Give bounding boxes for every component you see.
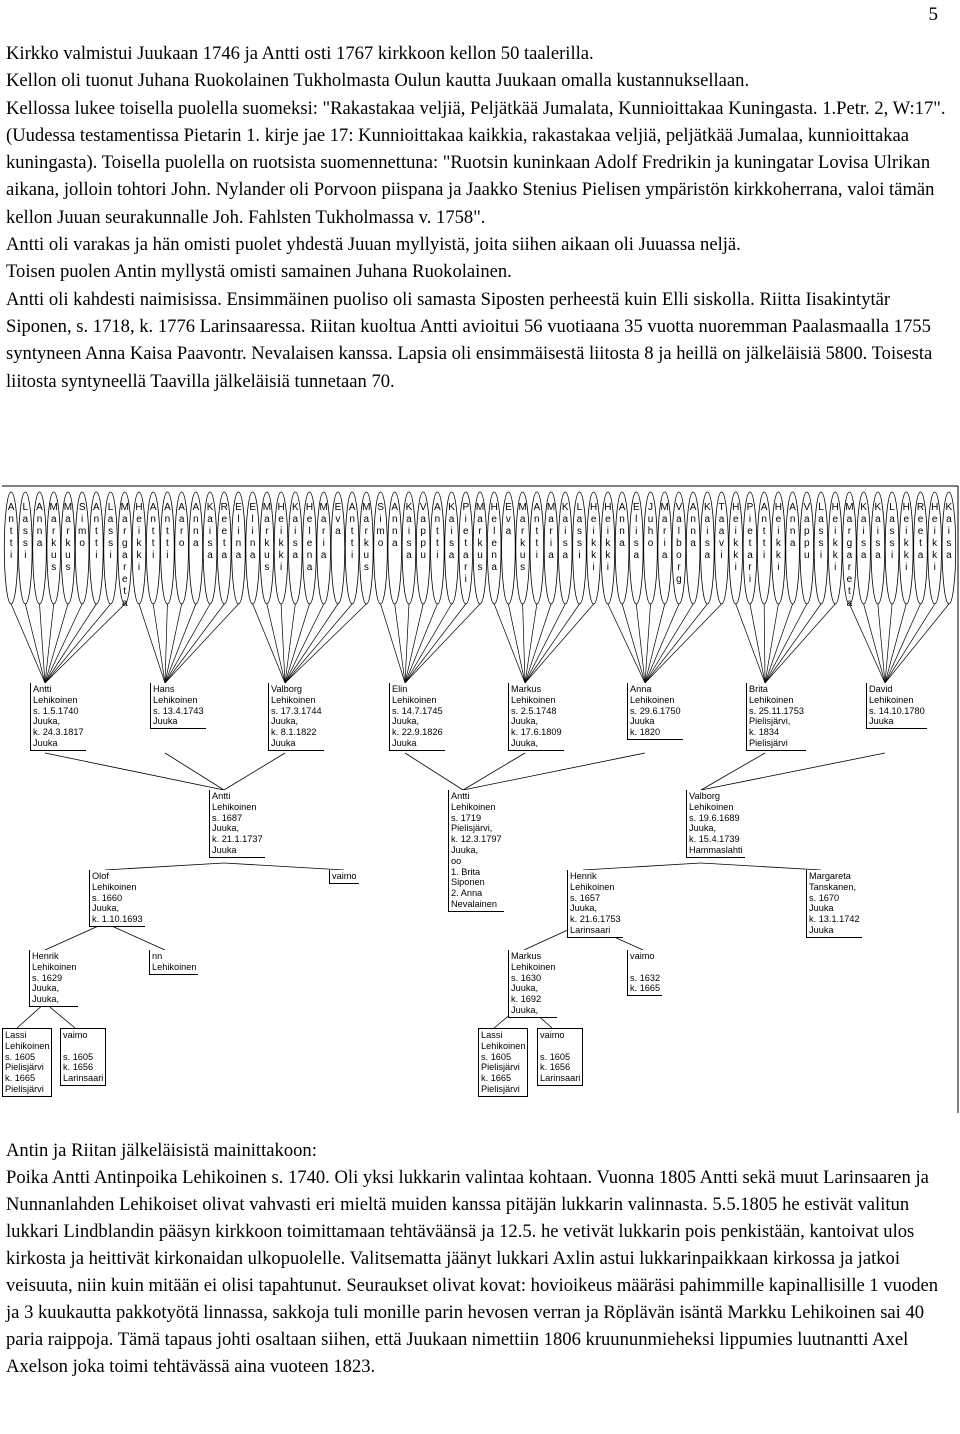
- ancestor-box: Henrik Lehikoinen s. 1657 Juuka, k. 21.6.1753 Larinsaari: [567, 870, 623, 938]
- grandchild-name: L a s s i: [818, 502, 824, 561]
- grandchild-node: [885, 492, 899, 683]
- grandchild-name: A a r o: [178, 502, 185, 549]
- grandchild-name: K a i s a: [291, 502, 299, 561]
- grandchild-name: T a a v i: [718, 502, 725, 561]
- grandchild-name: M a r k u s: [63, 502, 73, 573]
- grandchild-name: H e i k k i: [732, 502, 740, 573]
- grandchild-name: H e l e n a: [490, 502, 498, 573]
- grandchild-name: M a r i a: [660, 502, 669, 561]
- bottom-text: [6, 1137, 950, 1380]
- page-number: 5: [928, 4, 938, 25]
- paragraph: Antin ja Riitan jälkeläisistä mainittakoon:: [6, 1140, 317, 1161]
- grandchild-node: [516, 492, 530, 683]
- ancestor-box: Henrik Lehikoinen s. 1629 Juuka, Juuka,: [29, 950, 78, 1007]
- grandchild-name: H e i k k i: [277, 502, 285, 573]
- grandchild-name: E l i n a: [249, 502, 256, 561]
- connector-line: [224, 863, 344, 870]
- grandchild-name: A n n a: [391, 502, 399, 549]
- grandchild-name: P i e t a r i: [462, 502, 470, 585]
- grandchild-node: [274, 492, 288, 683]
- grandchild-name: A n n a: [689, 502, 697, 549]
- paragraph: Kirkko valmistui Juukaan 1746 ja Antti osti 1767 kirkkoon kellon 50 taalerilla.: [6, 43, 594, 64]
- grandchild-name: E l i n a: [235, 502, 242, 561]
- connector-line: [105, 923, 165, 950]
- grandchild-name: E l i s a: [632, 502, 640, 561]
- ancestor-box: Lassi Lehikoinen s. 1605 Pielisjärvi k. 1665 Pielisjärvi: [478, 1028, 528, 1097]
- grandchild-name: A n t t i: [533, 502, 541, 561]
- grandchild-name: K a i s a: [448, 502, 455, 561]
- grandchild-name: M a r g a r e t a: [845, 502, 854, 609]
- grandchild-name: L a s s i: [889, 502, 895, 561]
- connector-line: [45, 753, 224, 790]
- connector-line: [701, 863, 821, 870]
- ancestor-box: vaimo s. 1605 k. 1656 Larinsaari: [60, 1028, 106, 1086]
- connector-line: [224, 753, 285, 790]
- grandchild-name: A n n a: [618, 502, 626, 549]
- grandchild-name: S i m o: [77, 502, 87, 549]
- grandchild-name: M a r k u s: [362, 502, 371, 573]
- ancestor-box: Antti Lehikoinen s. 1687 Juuka, k. 21.1.1737 Juuka: [209, 790, 265, 858]
- grandchild-name: M a r g a r e t a: [120, 502, 129, 609]
- paragraph: Toisen puolen Antin myllystä omisti samainen Juhana Ruokolainen.: [6, 261, 512, 283]
- grandchild-name: H e i k k i: [831, 502, 839, 573]
- grandchild-name: V a p p u: [803, 502, 811, 561]
- grandchild-name: A n n a: [36, 502, 43, 549]
- grandchild-name: A n t t i: [348, 502, 356, 561]
- connector-line: [405, 753, 463, 790]
- grandchild-name: M a r k u s: [262, 502, 272, 573]
- ancestor-box: vaimo s. 1632 k. 1665: [627, 950, 662, 996]
- grandchild-name: A n t t i: [93, 502, 100, 561]
- grandchild-node: [644, 492, 658, 683]
- grandchild-name: H e i k k i: [902, 502, 910, 573]
- connector-line: [463, 753, 525, 790]
- child-box: Valborg Lehikoinen s. 17.3.1744 Juuka, k. 8.1.1822 Juuka: [268, 683, 324, 751]
- grandchild-name: E v a: [334, 502, 342, 537]
- grandchild-name: J u h o: [647, 502, 654, 549]
- child-box: Anna Lehikoinen s. 29.6.1750 Juuka k. 1820: [627, 683, 683, 740]
- grandchild-node: [402, 492, 416, 683]
- grandchild-name: K a i s a: [945, 502, 953, 561]
- grandchild-name: R e e t a: [916, 502, 925, 561]
- ancestor-box: Markus Lehikoinen s. 1630 Juuka, k. 1692 Juuka,: [508, 950, 557, 1018]
- focus-person-box: Antti Lehikoinen s. 1719 Pielisjärvi, k. 12.3.1797 Juuka, oo 1. Brita Siponen 2. Anna Nevalainen: [448, 790, 504, 912]
- connector-line: [463, 753, 645, 790]
- grandchild-name: M a r i a: [546, 502, 556, 561]
- ancestor-box: Margareta Tanskanen, s. 1670 Juuka k. 13.1.1742 Juuka: [806, 870, 862, 938]
- grandchild-name: A n n a: [192, 502, 200, 549]
- child-box: Markus Lehikoinen s. 2.5.1748 Juuka, k. 17.6.1809 Juuka,: [508, 683, 564, 751]
- grandchild-name: E v a: [505, 502, 512, 537]
- grandchild-name: M a r k u s: [475, 502, 485, 573]
- paragraph: Antti oli varakas ja hän omisti puolet yhdestä Juuan myllyistä, joita siihen aikaan oli Juuassa neljä.: [6, 234, 741, 256]
- grandchild-node: [33, 492, 47, 683]
- family-tree-diagram: [0, 478, 960, 1118]
- paragraph: Poika Antti Antinpoika Lehikoinen s. 1740. Oli yksi lukkarin valintaa kohtaan. Vuonna 1805 Antti sekä muut Larinsaaren ja Nunnanlahden Lehikoiset olivat vahvasti eri mieltä muiden kanssa pitäjän lukkarin valinnasta. 5.5.1805 he estivät valitun lukkari Lindblandin pääsyn kirkkoon toimittamaan tehtäväänsä ja 12.5. he vetivät lukkarin pois penkistään, kantoivat ulos kirkosta ja heittivät kirkonaidan ulkopuolelle. Valitsematta jäänyt lukkari Axlin astui lukkarinpaikkaan kirkossa ja jatkoi veisuuta, niin kuin mitään ei olisi tapahtunut. Seuraukset olivat kovat: hovioikeus määräsi pahimmille kapinallisille 1 vuoden ja 3 kuukautta pakkotyötä linnassa, sakkoja tuli monille parin hevosen verran ja Röplävän isäntä Markku Lehikoinen sai 40 paria raippoja. Tämä tapaus johti osaltaan siihen, että Juukaan nimettiin 1806 kruununmieheksi lippumies luutnantti Axel Axelson joka toimi tehtävässä aina vuoteen 1823.: [6, 1167, 939, 1377]
- grandchild-name: S i m o: [376, 502, 385, 549]
- connector-line: [701, 753, 885, 790]
- grandchild-name: H e i k k i: [774, 502, 783, 573]
- grandchild-node: [871, 492, 885, 683]
- child-box: Antti Lehikoinen s. 1.5.1740 Juuka, k. 24.3.1817 Juuka: [30, 683, 86, 751]
- ancestor-box: vaimo s. 1605 k. 1656 Larinsaari: [537, 1028, 583, 1086]
- grandchild-name: K a i s a: [206, 502, 214, 561]
- grandchild-name: R e e t a: [220, 502, 228, 561]
- grandchild-name: A n t t i: [149, 502, 157, 561]
- grandchild-name: M a r k u s: [518, 502, 527, 573]
- connector-line: [583, 863, 701, 870]
- grandchild-name: V a p p u: [419, 502, 427, 561]
- grandchild-name: M a r i a: [319, 502, 328, 561]
- grandchild-name: H e i k k i: [604, 502, 612, 573]
- ancestor-box: nn Lehikoinen: [149, 950, 198, 975]
- grandchild-name: K a i s a: [405, 502, 413, 561]
- grandchild-name: H e i k k i: [590, 502, 598, 573]
- grandchild-name: H e i k k i: [931, 502, 939, 573]
- grandchild-name: L a s s i: [107, 502, 114, 561]
- grandchild-name: L a s s i: [22, 502, 29, 561]
- paragraph: Kellossa lukee toisella puolella suomeksi: "Rakastakaa veljiä, Peljätkää Jumalata, Kunnioittakaa Kuningasta. 1.Petr. 2, W:17". (Uudessa testamentissa Pietarin 1. kirje jae 17: Kunnioittakaa kaikkia, rakastakaa veljiä, peljätkää Jumalaa, kunnioittakaa kuningasta). Toisella puolella on ruotsista suomennettuna: "Ruotsin kuninkaan Adolf Fredrikin ja kuningatar Lovisa Ulrikan aikana, jolloin tohtori John. Nylander oli Porvoon piispana ja Jaakko Stenius Pielisen ympäristön kirkkoherrana, valoi tämän kellon Juuan seurakunnalle Joh. Fahlsten Tukholmassa v. 1758".: [6, 97, 946, 228]
- connector-line: [165, 753, 224, 790]
- grandchild-name: K a i s a: [561, 502, 569, 561]
- ancestor-box: Valborg Lehikoinen s. 19.6.1689 Juuka, k. 15.4.1739 Hammaslahti: [686, 790, 745, 858]
- connector-line: [701, 753, 765, 790]
- grandchild-node: [161, 492, 175, 683]
- grandchild-name: M a r k u s: [49, 502, 58, 573]
- paragraph: Antti oli kahdesti naimisissa. Ensimmäinen puoliso oli samasta Siposten perheestä kuin Elli siskolla. Riitta Iisakintytär Siponen, s. 1718, k. 1776 Larinsaaressa. Riitan kuoltua Antti avioitui 56 vuotiaana 35 vuotta nuoremman Paalasmaalla 1755 syntyneen Anna Kaisa Paavontr. Nevalaisen kanssa. Lapsia oli ensimmäisestä liitosta 8 ja heillä on jälkeläisiä 5800. Toisesta liitosta syntyneellä Taavilla jälkeläisiä tunnetaan 70.: [6, 288, 933, 392]
- grandchild-name: A n t t i: [164, 502, 171, 561]
- grandchild-name: L a s s i: [576, 502, 583, 561]
- grandchild-name: A n t t i: [7, 502, 15, 561]
- grandchild-name: H e l e n a: [305, 502, 314, 573]
- grandchild-name: A n n a: [789, 502, 796, 549]
- grandchild-name: K a i s a: [860, 502, 867, 561]
- grandchild-name: A n t t i: [434, 502, 441, 561]
- grandchild-name: V a l b o r g: [675, 502, 683, 585]
- connector-line: [45, 923, 105, 950]
- child-box: Elin Lehikoinen s. 14.7.1745 Juuka, k. 22.9.1826 Juuka: [389, 683, 445, 751]
- ancestor-box: vaimo: [329, 870, 359, 884]
- ancestor-box: Olof Lehikoinen s. 1660 Juuka, k. 1.10.1693: [89, 870, 145, 927]
- grandchild-name: P i e t a r i: [746, 502, 754, 585]
- grandchild-name: K a i s a: [704, 502, 711, 561]
- child-box: Hans Lehikoinen s. 13.4.1743 Juuka: [150, 683, 206, 729]
- connector-line: [105, 863, 224, 870]
- grandchild-name: A n t t i: [760, 502, 768, 561]
- grandchild-name: K a i s a: [874, 502, 882, 561]
- top-text: [6, 40, 950, 395]
- paragraph: Kellon oli tuonut Juhana Ruokolainen Tukholmasta Oulun kautta Juukaan omalla kustannuksellaan.: [6, 70, 750, 92]
- child-box: David Lehikoinen s. 14.10.1780 Juuka: [866, 683, 927, 729]
- grandchild-name: H e i k k i: [135, 502, 143, 573]
- ancestor-box: Lassi Lehikoinen s. 1605 Pielisjärvi k. 1665 Pielisjärvi: [2, 1028, 52, 1097]
- child-box: Brita Lehikoinen s. 25.11.1753 Pielisjärvi, k. 1834 Pielisjärvi: [746, 683, 806, 751]
